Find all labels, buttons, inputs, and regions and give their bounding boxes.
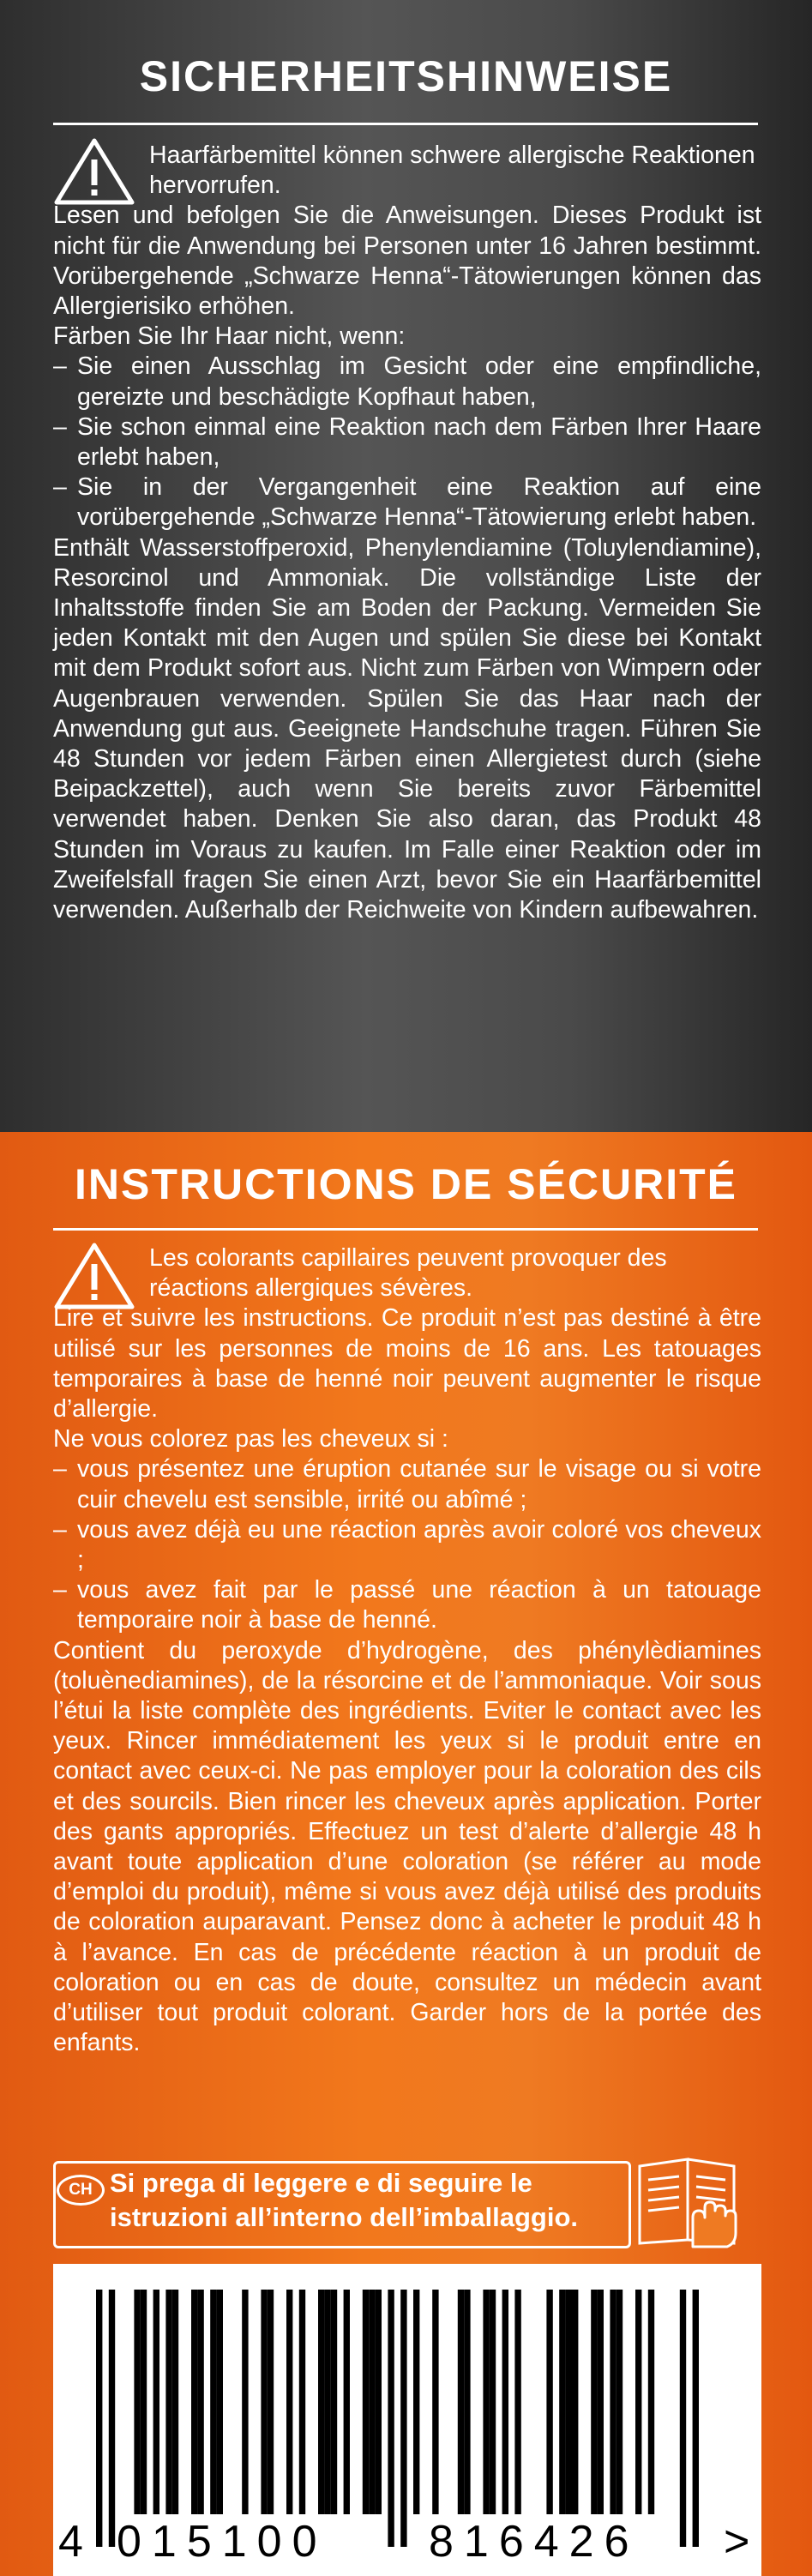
french-intro: Les colorants capillaires peuvent provoquer des réactions allergiques sévères.: [149, 1244, 667, 1303]
german-list-intro: Färben Sie Ihr Haar nicht, wenn:: [53, 322, 406, 351]
barcode-bar: [331, 2290, 337, 2514]
barcode-bar: [432, 2290, 438, 2514]
barcode-guard-bar: [400, 2290, 406, 2547]
barcode-bar: [286, 2290, 292, 2514]
german-body: [53, 141, 761, 925]
barcode-panel: [53, 2264, 761, 2576]
swiss-note-line-1: Si prega di leggere e di seguire le: [110, 2168, 532, 2198]
list-item: – vous avez déjà eu une réaction après avoir coloré vos cheveux ;: [53, 1515, 761, 1575]
barcode-bar: [217, 2290, 223, 2514]
barcode-guard-bar: [109, 2290, 115, 2547]
swiss-note-text: [110, 2166, 624, 2235]
barcode-bar: [165, 2290, 171, 2514]
barcode-bar: [514, 2290, 520, 2514]
barcode-bar: [464, 2290, 470, 2514]
barcode-bar: [318, 2290, 324, 2514]
barcode-bar: [572, 2290, 578, 2514]
barcode-guard-bar: [96, 2290, 102, 2547]
list-item: – Sie in der Vergangenheit eine Reaktion auf eine vorübergehende „Schwarze Henna“-Tätowierung erlebt haben.: [53, 472, 761, 533]
german-heading-rule: [53, 123, 758, 125]
list-item: – Sie schon einmal eine Reaktion nach dem Färben Ihrer Haare erlebt haben,: [53, 412, 761, 472]
barcode-bar: [344, 2290, 350, 2514]
barcode-bar: [566, 2290, 572, 2514]
french-heading-rule: [53, 1228, 758, 1231]
barcode-bar: [141, 2290, 147, 2514]
barcode-bar: [502, 2290, 508, 2514]
french-heading: INSTRUCTIONS DE SÉCURITÉ: [74, 1160, 738, 1208]
barcode-bar: [591, 2290, 597, 2514]
barcode-bar: [598, 2290, 604, 2514]
german-heading: SICHERHEITSHINWEISE: [139, 52, 673, 100]
barcode-bar: [191, 2290, 197, 2514]
barcode-digits: [53, 2516, 761, 2567]
barcode-bar: [546, 2290, 552, 2514]
barcode-bar: [261, 2290, 267, 2514]
leaflet-hand-icon: [633, 2154, 753, 2248]
barcode-bar: [369, 2290, 375, 2514]
barcode-bar: [299, 2290, 305, 2514]
french-body: [53, 1243, 761, 2058]
ch-country-badge: CH: [57, 2175, 105, 2206]
barcode-bar: [635, 2290, 641, 2514]
list-item: – vous avez fait par le passé une réaction à un tatouage temporaire noir à base de henné.: [53, 1575, 761, 1635]
list-item: – vous présentez une éruption cutanée sur le visage ou si votre cuir chevelu est sensible, irrité ou abîmé ;: [53, 1454, 761, 1514]
barcode-bar: [268, 2290, 274, 2514]
barcode-bar: [458, 2290, 464, 2514]
german-intro: Haarfärbemittel können schwere allergische Reaktionen hervorrufen.: [149, 141, 755, 200]
barcode-guard-bar: [680, 2290, 686, 2547]
barcode-guard-bar: [388, 2290, 394, 2547]
french-list-intro: Ne vous colorez pas les cheveux si :: [53, 1425, 448, 1454]
barcode-bar: [197, 2290, 203, 2514]
barcode-first-digit: 4: [58, 2517, 83, 2567]
barcode-bar: [153, 2290, 159, 2514]
french-paragraph-2: Contient du peroxyde d’hydrogène, des phénylèdiamines (toluènediamines), de la résorcine et de l’ammoniaque. Voir sous l’étui la liste complète des ingrédients. Eviter le contact avec les yeux. Rincer immédiatement les yeux si le produit entre en contact avec ceux-ci. Ne pas employer pour la coloration des cils et des sourcils. Bien rincer les cheveux après application. Porter des gants appropriés. Effectuez un test d’alerte d’allergie 48 h avant toute application d’une coloration (se référer au mode d’emploi du produit), même si vous avez déjà utilisé des produits de coloration auparavant. Pensez donc à acheter le produit 48 h à l’avance. En cas de précédente réaction à un produit de coloration ou en cas de doute, consultez un médecin avant d’utiliser tout produit colorant. Garder hors de la portée des enfants.: [53, 1636, 761, 2057]
french-paragraph-1: Lire et suivre les instructions. Ce produit n’est pas destiné à être utilisé sur les personnes de moins de 16 ans. Les tatouages temporaires à base de henné noir peuvent augmenter le risque d’allergie.: [53, 1304, 761, 1423]
list-item: – Sie einen Ausschlag im Gesicht oder eine empfindliche, gereizte und beschädigte Kopfhaut haben,: [53, 352, 761, 412]
barcode-right-group: 816426: [429, 2517, 640, 2567]
barcode-bar: [172, 2290, 178, 2514]
german-paragraph-2: Enthält Wasserstoffperoxid, Phenylendiamine (Toluylendiamine), Resorcinol und Ammoniak. Die vollständige Liste der Inhaltsstoffe finden Sie am Boden der Packung. Vermeiden Sie jeden Kontakt mit den Augen und spülen Sie diese bei Kontakt mit dem Produkt sofort aus. Nicht zum Färben von Wimpern oder Augenbrauen verwenden. Spülen Sie das Haar nach der Anwendung gut aus. Geeignete Handschuhe tragen. Führen Sie 48 Stunden vor jedem Färben einen Allergietest durch (siehe Beipackzettel), auch wenn Sie bereits zuvor Färbemittel verwendet haben. Denken Sie also daran, das Produkt 48 Stunden im Voraus zu kaufen. Im Falle einer Reaktion oder im Zweifelsfall fragen Sie einen Arzt, bevor Sie ein Haarfärbemittel verwenden. Außerhalb der Reichweite von Kindern aufbewahren.: [53, 533, 761, 924]
barcode-quiet-zone-marker: >: [724, 2517, 750, 2567]
german-safety-section: [0, 0, 812, 1132]
barcode-bar: [617, 2290, 623, 2514]
barcode-bar: [483, 2290, 489, 2514]
barcode-bar: [242, 2290, 248, 2514]
barcode-bar: [413, 2290, 419, 2514]
french-contraindication-list: [53, 1454, 761, 1635]
barcode-bar: [376, 2290, 382, 2514]
barcode-bar: [610, 2290, 616, 2514]
barcode-bar: [134, 2290, 140, 2514]
swiss-note-line-2: istruzioni all’interno dell’imballaggio.: [110, 2202, 578, 2232]
barcode-bar: [559, 2290, 565, 2514]
barcode-bar: [210, 2290, 216, 2514]
barcode-bar: [324, 2290, 330, 2514]
barcode-guard-bar: [693, 2290, 699, 2547]
barcode-bar: [363, 2290, 369, 2514]
german-paragraph-1: Lesen und befolgen Sie die Anweisungen. Dieses Produkt ist nicht für die Anwendung bei Personen unter 16 Jahren bestimmt. Vorübergehende „Schwarze Henna“-Tätowierungen können das Allergierisiko erhöhen.: [53, 202, 761, 321]
barcode-bar: [490, 2290, 496, 2514]
barcode-bar: [648, 2290, 654, 2514]
barcode-left-group: 015100: [117, 2517, 328, 2567]
german-contraindication-list: [53, 352, 761, 533]
